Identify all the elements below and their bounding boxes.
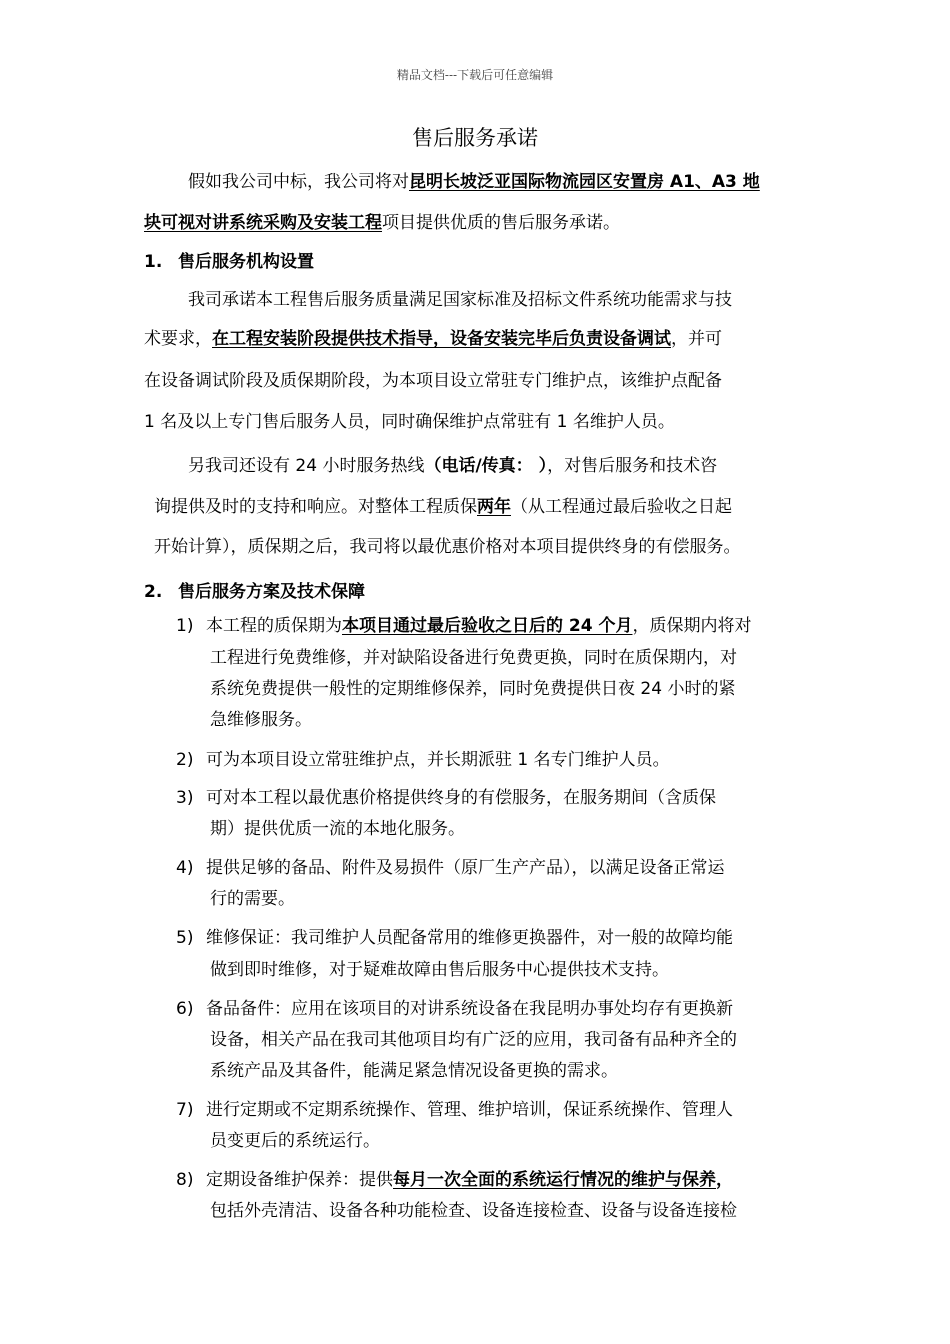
list-item-8-marker: 8) — [176, 1170, 194, 1190]
section-1-para-2-line-3: 开始计算），质保期之后，我司将以最优惠价格对本项目提供终身的有偿服务。 — [154, 537, 741, 557]
hotline-contact: （电话/传真： ） — [424, 456, 548, 476]
list-item-3-line-2: 期）提供优质一流的本地化服务。 — [210, 819, 465, 839]
list-item-8-line-1: 定期设备维护保养：提供每月一次全面的系统运行情况的维护与保养， — [206, 1170, 733, 1190]
section-1-heading: 1. 售后服务机构设置 — [144, 252, 314, 272]
section-1-para-2-line-1: 另我司还设有 24 小时服务热线（电话/传真： ），对售后服务和技术咨 — [188, 456, 718, 476]
warranty-duration-highlight: 本项目通过最后验收之日后的 24 个月 — [342, 616, 633, 636]
list-item-4-marker: 4) — [176, 858, 194, 878]
list-item-1-marker: 1) — [176, 616, 194, 636]
project-name-part-1: 昆明长坡泛亚国际物流园区安置房 A1、A3 地 — [409, 172, 760, 192]
list-item-6-line-3: 系统产品及其备件，能满足紧急情况设备更换的需求。 — [210, 1061, 618, 1081]
section-1-para-2-line-2: 询提供及时的支持和响应。对整体工程质保两年（从工程通过最后验收之日起 — [154, 497, 732, 517]
list-item-5-line-1: 维修保证：我司维护人员配备常用的维修更换器件，对一般的故障均能 — [206, 928, 733, 948]
list-item-3-line-1: 可对本工程以最优惠价格提供终身的有偿服务，在服务期间（含质保 — [206, 788, 716, 808]
list-item-8-line-2: 包括外壳清洁、设备各种功能检查、设备连接检查、设备与设备连接检 — [210, 1201, 737, 1221]
list-item-4-line-1: 提供足够的备品、附件及易损件（原厂生产产品），以满足设备正常运 — [206, 858, 725, 878]
list-item-6-line-2: 设备，相关产品在我司其他项目均有广泛的应用，我司备有品种齐全的 — [210, 1030, 737, 1050]
page-title: 售后服务承诺 — [412, 126, 538, 150]
intro-line-2: 块可视对讲系统采购及安装工程项目提供优质的售后服务承诺。 — [144, 213, 620, 233]
section-1-para-1-line-1: 我司承诺本工程售后服务质量满足国家标准及招标文件系统功能需求与技 — [188, 290, 732, 310]
list-item-2-line-1: 可为本项目设立常驻维护点，并长期派驻 1 名专门维护人员。 — [206, 750, 670, 770]
list-item-1-line-4: 急维修服务。 — [210, 710, 312, 730]
technical-guidance-highlight: 在工程安装阶段提供技术指导，设备安装完毕后负责设备调试 — [212, 329, 671, 349]
section-2-heading: 2. 售后服务方案及技术保障 — [144, 582, 365, 602]
warranty-period-highlight: 两年 — [477, 497, 511, 517]
project-name-part-2: 块可视对讲系统采购及安装工程 — [144, 213, 382, 233]
list-item-1-line-1: 本工程的质保期为本项目通过最后验收之日后的 24 个月，质保期内将对 — [206, 616, 752, 636]
list-item-2-marker: 2) — [176, 750, 194, 770]
list-item-7-marker: 7) — [176, 1100, 194, 1120]
list-item-7-line-1: 进行定期或不定期系统操作、管理、维护培训，保证系统操作、管理人 — [206, 1100, 733, 1120]
list-item-5-marker: 5) — [176, 928, 194, 948]
list-item-1-line-3: 系统免费提供一般性的定期维修保养，同时免费提供日夜 24 小时的紧 — [210, 679, 736, 699]
list-item-7-line-2: 员变更后的系统运行。 — [210, 1131, 380, 1151]
header-note: 精品文档---下载后可任意编辑 — [396, 68, 554, 82]
section-1-para-1-line-3: 在设备调试阶段及质保期阶段，为本项目设立常驻专门维护点，该维护点配备 — [144, 371, 722, 391]
list-item-5-line-2: 做到即时维修，对于疑难故障由售后服务中心提供技术支持。 — [210, 960, 669, 980]
intro-line-1: 假如我公司中标，我公司将对昆明长坡泛亚国际物流园区安置房 A1、A3 地 — [188, 172, 760, 192]
list-item-1-line-2: 工程进行免费维修，并对缺陷设备进行免费更换，同时在质保期内，对 — [210, 648, 737, 668]
list-item-6-line-1: 备品备件：应用在该项目的对讲系统设备在我昆明办事处均存有更换新 — [206, 999, 733, 1019]
list-item-6-marker: 6) — [176, 999, 194, 1019]
section-1-para-1-line-4: 1 名及以上专门售后服务人员，同时确保维护点常驻有 1 名维护人员。 — [144, 412, 675, 432]
list-item-3-marker: 3) — [176, 788, 194, 808]
section-1-para-1-line-2: 术要求，在工程安装阶段提供技术指导，设备安装完毕后负责设备调试，并可 — [144, 329, 722, 349]
monthly-maintenance-highlight: 每月一次全面的系统运行情况的维护与保养 — [393, 1170, 716, 1190]
list-item-4-line-2: 行的需要。 — [210, 889, 295, 909]
